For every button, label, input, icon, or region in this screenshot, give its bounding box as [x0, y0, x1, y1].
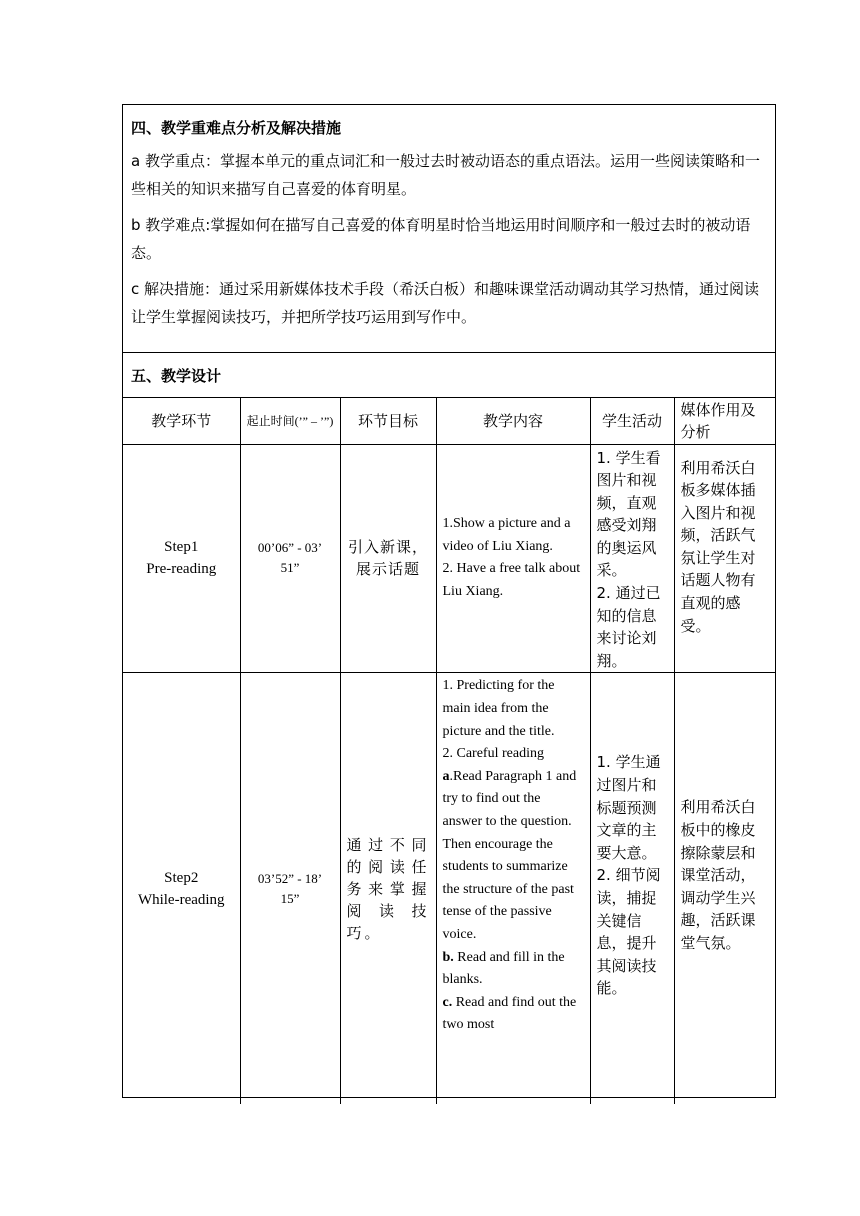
time-range-end: 51” — [280, 560, 300, 576]
media-analysis-cell: 利用希沃白板多媒体插入图片和视频，活跃气氛让学生对话题人物有直观的感受。 — [674, 444, 775, 673]
step-cell — [123, 673, 240, 1104]
student-activity-item: 1. 学生看图片和视频，直观感受刘翔的奥运风采。 — [596, 448, 661, 580]
step-name: Pre-reading — [146, 561, 217, 578]
table-header-row — [123, 398, 775, 444]
goal-cell: 引入新课，展示话题 — [340, 444, 436, 673]
solutions-paragraph: c 解决措施：通过采用新媒体技术手段（希沃白板）和趣味课堂活动调动其学习热情，通过阅读让学生掌握阅读技巧，并把所学技巧运用到写作中。 — [131, 280, 760, 326]
teaching-design-table — [123, 398, 775, 1104]
time-range: 03’52” - 18’ — [257, 870, 323, 886]
student-activity-item: 1. 学生通过图片和标题预测文章的主要大意。 — [596, 753, 661, 862]
media-analysis-cell: 利用希沃白板中的橡皮擦除蒙层和课堂活动，调动学生兴趣，活跃课堂气氛。 — [674, 673, 775, 1104]
header-content: 教学内容 — [436, 398, 590, 444]
content-item: 1. Predicting for the main idea from the picture and the title. — [442, 678, 555, 739]
content-cell — [436, 673, 590, 1104]
section4-heading: 四、教学重难点分析及解决措施 — [131, 119, 342, 137]
item-letter-a: a — [442, 768, 450, 784]
header-goal: 环节目标 — [340, 398, 436, 444]
item-text-c: Read and find out the two most — [442, 994, 577, 1033]
content-cell — [436, 444, 590, 673]
student-activity-cell — [590, 673, 674, 1104]
content-item: 2. Careful reading — [442, 746, 544, 762]
item-letter-b: b. — [442, 949, 454, 965]
time-cell — [240, 444, 340, 673]
lesson-plan-frame — [122, 104, 776, 1098]
section5-heading: 五、教学设计 — [123, 353, 775, 398]
header-stage: 教学环节 — [123, 398, 240, 444]
header-media-analysis: 媒体作用及分析 — [674, 398, 775, 444]
student-activity-item: 2. 通过已知的信息来讨论刘翔。 — [596, 584, 661, 670]
content-item — [443, 947, 584, 992]
section-key-difficult-points — [123, 105, 775, 353]
time-cell — [240, 673, 340, 1104]
content-item: Then encourage the students to summarize the structure of the past tense of the passive voice. — [442, 836, 574, 942]
time-range: 00’06” - 03’ — [257, 540, 323, 556]
step-name: While-reading — [137, 891, 225, 908]
header-student-activity: 学生活动 — [590, 398, 674, 444]
difficult-points-paragraph: b 教学难点:掌握如何在描写自己喜爱的体育明星时恰当地运用时间顺序和一般过去时的被动语态。 — [131, 216, 751, 262]
content-item: 1.Show a picture and a video of Liu Xiang. — [442, 516, 571, 554]
content-item — [443, 766, 584, 834]
key-points-paragraph: a 教学重点：掌握本单元的重点词汇和一般过去时被动语态的重点语法。运用一些阅读策略和一些相关的知识来描写自己喜爱的体育明星。 — [131, 152, 760, 198]
item-letter-c: c. — [442, 994, 453, 1010]
student-activity-item: 2. 细节阅读，捕捉关键信息，提升其阅读技能。 — [596, 866, 661, 998]
step-number: Step2 — [164, 869, 199, 886]
item-text-b: Read and fill in the blanks. — [442, 949, 565, 988]
step-number: Step1 — [164, 539, 199, 556]
table-row — [123, 444, 775, 673]
item-text-a: .Read Paragraph 1 and try to find out the answer to the question. — [442, 768, 577, 829]
header-time: 起止时间(’” – ’”) — [240, 398, 340, 444]
goal-cell: 通过不同的阅读任务来掌握阅读技巧。 — [340, 673, 436, 1104]
table-row — [123, 673, 775, 1104]
step-cell — [123, 444, 240, 673]
student-activity-cell — [590, 444, 674, 673]
content-item: 2. Have a free talk about Liu Xiang. — [442, 561, 581, 600]
time-range-end: 15” — [280, 890, 300, 906]
content-item — [443, 992, 584, 1037]
